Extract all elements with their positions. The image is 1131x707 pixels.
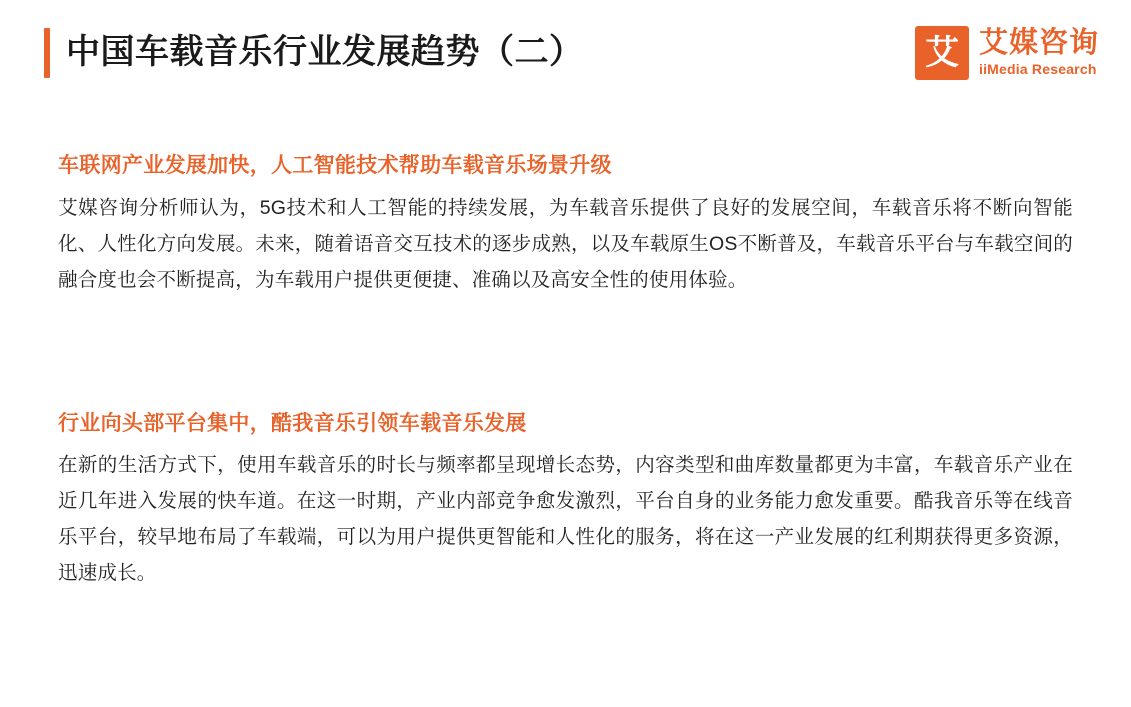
slide-header: [44, 22, 1103, 84]
content-section-1: [58, 150, 1073, 298]
logo-name-cn: 艾媒咨询: [978, 27, 1099, 60]
section-spacer: [58, 346, 1073, 408]
title-group: [44, 28, 584, 78]
logo-text-group: [979, 28, 1099, 77]
logo-name-en: iiMedia Research: [978, 60, 1097, 77]
logo-mark-text: 艾: [924, 34, 959, 72]
brand-logo: [915, 26, 1099, 80]
slide-content: [58, 150, 1073, 639]
content-section-2: [58, 408, 1073, 592]
title-accent-bar: [44, 28, 50, 78]
section-body: 在新的生活方式下，使用车载音乐的时长与频率都呈现增长态势，内容类型和曲库数量都更为丰富，车载音乐产业在近几年进入发展的快车道。在这一时期，产业内部竞争愈发激烈，平台自身的业务能力愈发重要。酷我音乐等在线音乐平台，较早地布局了车载端，可以为用户提供更智能和人性化的服务，将在这一产业发展的红利期获得更多资源，迅速成长。: [58, 454, 1073, 585]
section-body: 艾媒咨询分析师认为，5G技术和人工智能的持续发展，为车载音乐提供了良好的发展空间，车载音乐将不断向智能化、人性化方向发展。未来，随着语音交互技术的逐步成熟，以及车载原生OS不断普及，车载音乐平台与车载空间的融合度也会不断提高，为车载用户提供更便捷、准确以及高安全性的使用体验。: [58, 196, 1073, 291]
section-heading: 行业向头部平台集中，酷我音乐引领车载音乐发展: [58, 411, 527, 435]
section-heading: 车联网产业发展加快，人工智能技术帮助车载音乐场景升级: [58, 154, 612, 177]
logo-mark-icon: [915, 26, 969, 80]
page-title: 中国车载音乐行业发展趋势（二）: [66, 33, 584, 72]
